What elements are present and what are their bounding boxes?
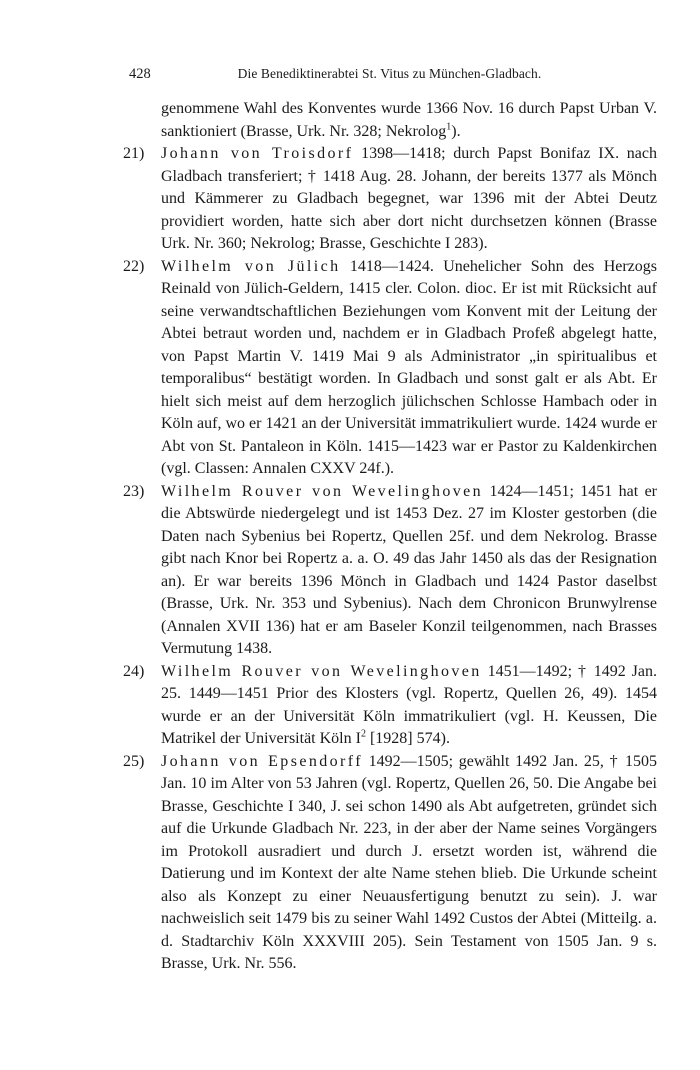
abbot-entry-25 <box>123 751 657 976</box>
continuation-text: genommene Wahl des Konventes wurde 1366 Nov. 16 durch Papst Urban V. sanktioniert (Brasse, Urk. Nr. 328; Nekrolog <box>161 100 657 140</box>
abbot-name: Wilhelm von Jülich <box>161 257 341 275</box>
entry-text: 1492—1505; gewählt 1492 Jan. 25, † 1505 Jan. 10 im Alter von 53 Jahren (vgl. Ropertz, Quellen 26, 50. Die Angabe bei Brasse, Geschichte I 340, J. sei schon 1490 als Abt aufgetreten, gründet sich auf die Urkunde Gladbach Nr. 223, in der aber der Name seines Vorgängers im Protokoll ausradiert und durch J. ersetzt worden ist, während die Datierung und im Kontext der alte Name stehen blieb. Die Urkunde scheint also als Konzept zu einer Neuausfertigung benutzt zu sein). J. war nachweislich seit 1479 bis zu seiner Wahl 1492 Custos der Abtei (Mitteilg. a. d. Stadtarchiv Köln XXXVIII 205). Sein Testament von 1505 Jan. 9 s. Brasse, Urk. Nr. 556. <box>161 752 657 972</box>
entry-number: 22) <box>123 257 145 275</box>
abbot-entry-21 <box>123 143 657 256</box>
abbot-name: Wilhelm Rouver von Wevelinghoven <box>161 482 484 500</box>
entry-number: 24) <box>123 662 145 680</box>
abbot-entry-24 <box>123 661 657 751</box>
abbot-name: Wilhelm Rouver von Wevelinghoven <box>161 662 482 680</box>
continuation-tail: ). <box>451 122 461 140</box>
abbot-entry-22 <box>123 256 657 481</box>
page-number: 428 <box>129 66 151 82</box>
abbot-name: Johann von Troisdorf <box>161 145 354 162</box>
entry-text: 1424—1451; 1451 hat er die Abtswürde niedergelegt und ist 1453 Dez. 27 im Kloster gestorben (die Daten nach Sybenius bei Ropertz, Quellen 25f. und dem Nekrolog. Brasse gibt nach Knor bei Ropertz a. a. O. 49 das Jahr 1450 als das der Resignation an). Er war bereits 1396 Mönch in Gladbach und 1424 Pastor daselbst (Brasse, Urk. Nr. 353 und Sybenius). Nach dem Chronicon Brunwylrense (Annalen XVII 136) hat er am Baseler Konzil teilgenommen, nach Brasses Vermutung 1438. <box>161 482 657 657</box>
abbot-entry-23 <box>123 481 657 661</box>
entry-number: 25) <box>123 752 145 770</box>
continuation-paragraph <box>161 98 657 143</box>
entry-text: 1418—1424. Unehelicher Sohn des Herzogs Reinald von Jülich-Geldern, 1415 cler. Colon. dioc. Er ist mit Rücksicht auf seine verwandtschaftlichen Beziehungen vom Konvent mit der Leitung der Abtei betraut worden und, nachdem er in Gladbach Profeß abgelegt hatte, von Papst Martin V. 1419 Mai 9 als Administrator „in spiritualibus et temporalibus“ bestätigt worden. In Gladbach und sonst galt er als Abt. Er hielt sich meist auf dem herzoglich jülichschen Schlosse Hambach oder in Köln auf, wo er 1421 an der Universität immatrikuliert wurde. 1424 wurde er Abt von St. Pantaleon in Köln. 1415—1423 war er Pastor zu Kaldenkirchen (vgl. Classen: Annalen CXXV 24f.). <box>161 257 657 477</box>
footnote-ref: 1 <box>446 121 452 133</box>
abbot-name: Johann von Epsendorff <box>161 752 363 770</box>
entry-number: 23) <box>123 482 145 500</box>
entry-number: 21) <box>123 145 145 162</box>
entry-text-after: [1928] 574). <box>365 730 450 747</box>
entry-text: 1451—1492; † 1492 Jan. 25. 1449—1451 Prior des Klosters (vgl. Ropertz, Quellen 26, 49). 1454 wurde er an der Universität Köln immatrikuliert (vgl. H. Keussen, Die Matrikel der Universität Köln I <box>161 662 657 747</box>
running-head: Die Benediktinerabtei St. Vitus zu München-Gladbach. <box>237 66 542 81</box>
body-text <box>123 98 657 976</box>
superscript: 2 <box>360 728 366 740</box>
page-header <box>129 66 650 86</box>
entry-text: 1398—1418; durch Papst Bonifaz IX. nach Gladbach transferiert; † 1418 Aug. 28. Johann, der bereits 1377 als Mönch und Kämmerer zu Gladbach begegnet, war 1396 mit der Abtei Deutz providiert worden, hatte sich aber dort nicht durchsetzen können (Brasse Urk. Nr. 360; Nekrolog; Brasse, Geschichte I 283). <box>161 145 657 252</box>
